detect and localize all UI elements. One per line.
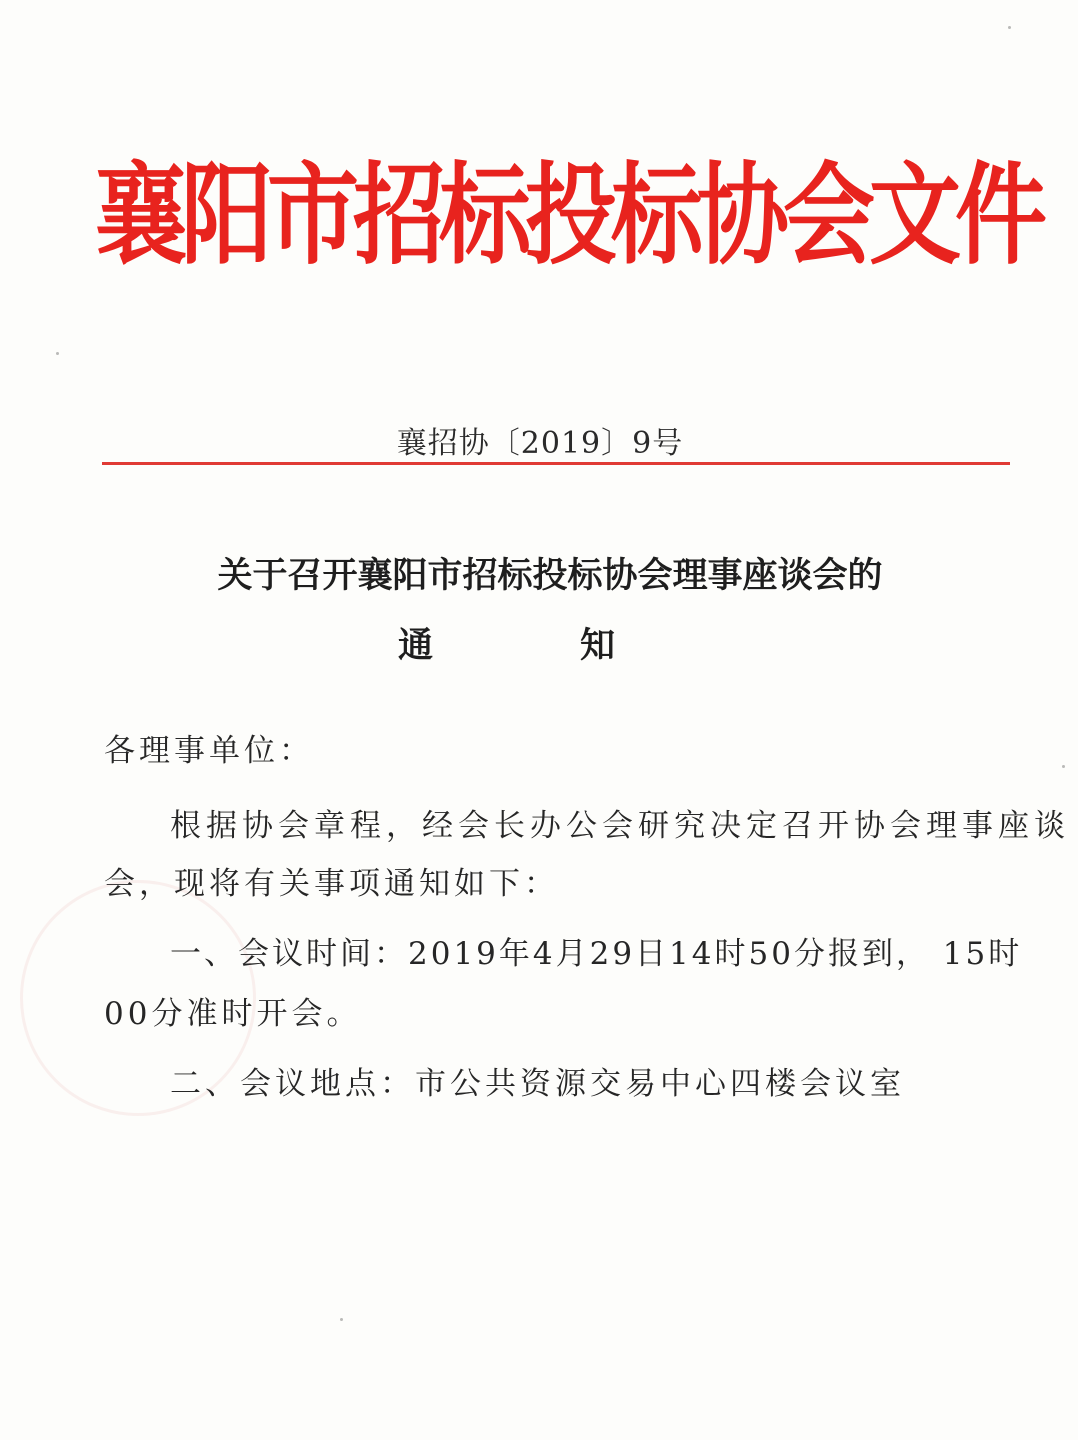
salutation: 各理事单位： [104,733,314,769]
document-number: 襄招协〔2019〕9号 [396,426,684,461]
paper-speck [1062,765,1065,768]
paper-speck [56,352,59,355]
notice-title: 关于召开襄阳市招标投标协会理事座谈会的 [217,556,883,596]
meeting-location-line: 二、会议地点：市公共资源交易中心四楼会议室 [170,1066,905,1102]
letterhead-title: 襄阳市招标投标协会文件 [95,150,1042,280]
paper-speck [1008,26,1011,29]
meeting-time-line: 00分准时开会。 [104,996,362,1032]
paragraph-line: 会，现将有关事项通知如下： [104,866,559,902]
paragraph-line: 根据协会章程，经会长办公会研究决定召开协会理事座谈 [170,808,1070,844]
notice-heading-char-1: 通 [398,626,434,666]
red-divider-line [102,462,1010,465]
notice-heading-char-2: 知 [580,626,616,666]
paper-speck [340,1318,343,1321]
meeting-time-line: 一、会议时间：2019年4月29日14时50分报到， 15时 [170,936,1023,972]
